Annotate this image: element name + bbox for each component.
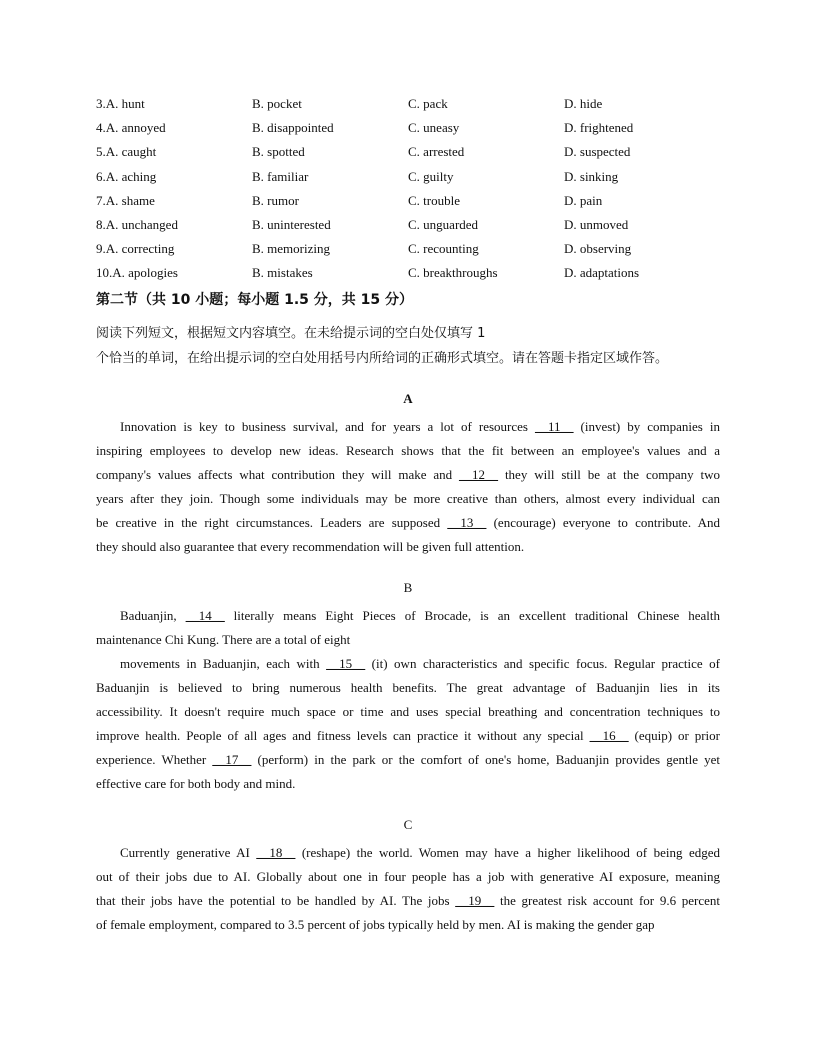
option-b: B. pocket	[252, 96, 302, 111]
text-segment: Baduanjin is believed to bring numerous health benefits. The great advantage of Baduanjin lies in its	[96, 680, 720, 695]
text-segment: years after they join. Though some individuals may be more creative than others, almost every individual can	[96, 491, 720, 506]
answer-blank: __16__	[589, 728, 629, 743]
text-segment: experience. Whether	[96, 752, 213, 767]
option-a: 4.A. annoyed	[96, 120, 166, 135]
text-line	[96, 415, 720, 439]
option-b: B. spotted	[252, 144, 305, 159]
option-a: 5.A. caught	[96, 144, 157, 159]
text-line	[96, 439, 720, 463]
option-a: 7.A. shame	[96, 193, 155, 208]
text-line	[96, 604, 720, 628]
option-c: C. breakthroughs	[408, 265, 498, 280]
text-segment: (reshape) the world. Women may have a higher likelihood of being edged	[295, 845, 720, 860]
option-row	[96, 193, 720, 213]
text-segment: (invest) by companies in	[573, 419, 720, 434]
text-segment: (perform) in the park or the comfort of one's home, Baduanjin provides gentle yet	[251, 752, 721, 767]
answer-blank: __11__	[535, 419, 574, 434]
text-segment: movements in Baduanjin, each with	[120, 656, 327, 671]
option-a: 8.A. unchanged	[96, 217, 178, 232]
text-segment: accessibility. It doesn't require much space or time and uses special breathing and concentration techniques to	[96, 704, 720, 719]
option-row	[96, 96, 720, 116]
option-row	[96, 265, 720, 285]
text-segment: literally means Eight Pieces of Brocade, is an excellent traditional Chinese health	[224, 608, 720, 623]
text-segment: effective care for both body and mind.	[96, 776, 296, 791]
option-d: D. sinking	[564, 169, 619, 184]
option-row	[96, 241, 720, 261]
answer-blank: __15__	[326, 656, 366, 671]
option-row	[96, 169, 720, 189]
text-segment: maintenance Chi Kung. There are a total of eight	[96, 632, 351, 647]
text-line	[96, 511, 720, 535]
answer-blank: __14__	[185, 608, 225, 623]
text-line	[96, 628, 720, 652]
option-b: B. rumor	[252, 193, 299, 208]
option-d: D. suspected	[564, 144, 631, 159]
text-line	[96, 724, 720, 748]
option-row	[96, 120, 720, 140]
passage-a-heading: A	[403, 391, 413, 406]
option-c: C. recounting	[408, 241, 479, 256]
option-c: C. unguarded	[408, 217, 479, 232]
option-d: D. pain	[564, 193, 603, 208]
option-d: D. hide	[564, 96, 603, 111]
option-c: C. arrested	[408, 144, 465, 159]
text-line	[96, 676, 720, 700]
text-line	[96, 652, 720, 676]
text-segment: company's values affects what contribution they will make and	[96, 467, 460, 482]
instruction-line-2: 个恰当的单词，在给出提示词的空白处用括号内所给词的正确形式填空。请在答题卡指定区域作答。	[96, 351, 669, 366]
text-segment: Innovation is key to business survival, and for years a lot of resources	[120, 419, 535, 434]
text-segment: that their jobs have the potential to be handled by AI. The jobs	[96, 893, 456, 908]
passage-b-heading: B	[403, 580, 413, 595]
text-line	[96, 487, 720, 511]
answer-blank: __13__	[447, 515, 487, 530]
text-segment: inspiring employees to develop new ideas. Research shows that the fit between an employee's values and a	[96, 443, 720, 458]
answer-blank: __18__	[256, 845, 296, 860]
text-line	[96, 865, 720, 889]
option-d: D. observing	[564, 241, 632, 256]
option-a: 10.A. apologies	[96, 265, 178, 280]
text-segment: of female employment, compared to 3.5 percent of jobs typically held by men. AI is making the gender gap	[96, 917, 655, 932]
option-a: 3.A. hunt	[96, 96, 145, 111]
instruction-line-1: 阅读下列短文，根据短文内容填空。在未给提示词的空白处仅填写 1	[96, 326, 486, 341]
text-line	[96, 748, 720, 772]
text-segment: they should also guarantee that every recommendation will be given full attention.	[96, 539, 525, 554]
option-b: B. mistakes	[252, 265, 313, 280]
answer-blank: __17__	[212, 752, 252, 767]
text-line	[96, 841, 720, 865]
answer-blank: __12__	[459, 467, 499, 482]
text-segment: the greatest risk account for 9.6 percent	[494, 893, 721, 908]
text-segment: out of their jobs due to AI. Globally about one in four people has a job with generative AI exposure, meaning	[96, 869, 720, 884]
option-c: C. trouble	[408, 193, 460, 208]
text-segment: (encourage) everyone to contribute. And	[486, 515, 720, 530]
text-segment: Currently generative AI	[120, 845, 257, 860]
option-c: C. pack	[408, 96, 448, 111]
option-row	[96, 144, 720, 164]
text-segment: (equip) or prior	[628, 728, 720, 743]
text-line	[96, 463, 720, 487]
option-d: D. frightened	[564, 120, 634, 135]
option-a: 9.A. correcting	[96, 241, 175, 256]
text-segment: (it) own characteristics and specific focus. Regular practice of	[365, 656, 721, 671]
answer-blank: __19__	[455, 893, 495, 908]
option-d: D. adaptations	[564, 265, 640, 280]
text-line	[96, 535, 720, 559]
option-b: B. familiar	[252, 169, 309, 184]
option-a: 6.A. aching	[96, 169, 157, 184]
option-c: C. guilty	[408, 169, 454, 184]
text-line	[96, 889, 720, 913]
text-segment: improve health. People of all ages and fitness levels can practice it without any special	[96, 728, 590, 743]
text-line	[96, 700, 720, 724]
text-segment: Baduanjin,	[120, 608, 186, 623]
text-line	[96, 913, 720, 937]
option-d: D. unmoved	[564, 217, 629, 232]
text-segment: be creative in the right circumstances. Leaders are supposed	[96, 515, 448, 530]
option-b: B. disappointed	[252, 120, 334, 135]
text-line	[96, 772, 720, 796]
option-row	[96, 217, 720, 237]
section-title: 第二节（共 10 小题；每小题 1.5 分，共 15 分）	[96, 292, 414, 308]
option-c: C. uneasy	[408, 120, 460, 135]
option-b: B. uninterested	[252, 217, 331, 232]
option-b: B. memorizing	[252, 241, 330, 256]
passage-c-heading: C	[403, 817, 413, 832]
text-segment: they will still be at the company two	[498, 467, 720, 482]
